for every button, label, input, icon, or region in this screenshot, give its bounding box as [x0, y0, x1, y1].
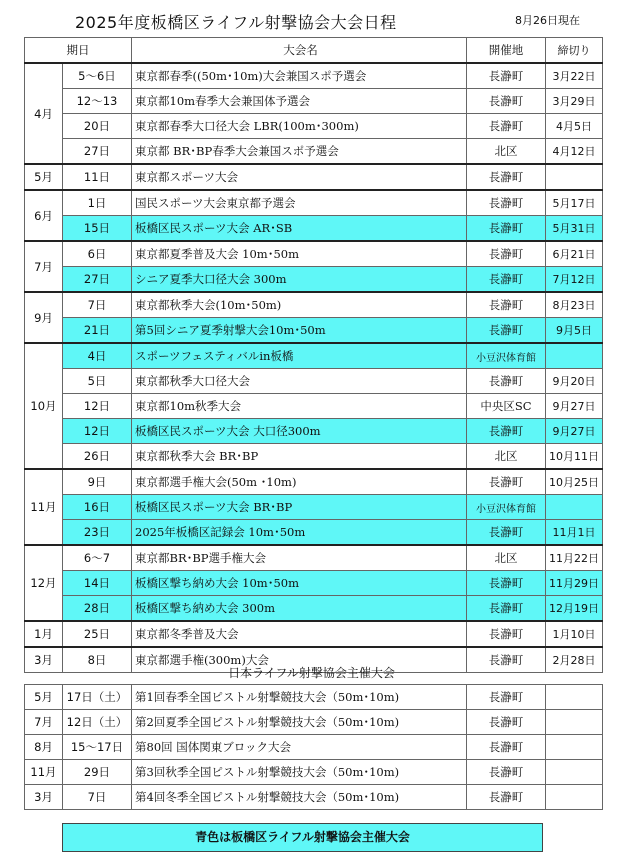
day-cell: 14日	[63, 571, 132, 596]
day-cell: 25日	[63, 621, 132, 647]
table-row	[25, 545, 603, 571]
month-cell: 9月	[25, 292, 63, 343]
venue-cell: 長瀞町	[467, 114, 546, 139]
event-name-cell: 東京都冬季普及大会	[132, 621, 467, 647]
event-name-cell: 第4回冬季全国ピストル射撃競技大会（50m･10m)	[132, 785, 467, 810]
table-row	[25, 139, 603, 165]
event-name-cell: 板橋区民スポーツ大会 BR･BP	[132, 495, 467, 520]
table-row	[25, 114, 603, 139]
event-name-cell: 東京都 BR･BP春季大会兼国スポ予選会	[132, 139, 467, 165]
event-name-cell: 第2回夏季全国ピストル射撃競技大会（50m･10m)	[132, 710, 467, 735]
month-cell: 5月	[25, 685, 63, 710]
venue-cell: 長瀞町	[467, 164, 546, 190]
event-name-cell: 板橋区民スポーツ大会 大口径300m	[132, 419, 467, 444]
day-cell: 12日	[63, 394, 132, 419]
venue-cell: 長瀞町	[467, 419, 546, 444]
deadline-cell: 5月31日	[546, 216, 603, 242]
venue-cell: 北区	[467, 545, 546, 571]
day-cell: 5日	[63, 369, 132, 394]
table-row	[25, 292, 603, 318]
deadline-cell: 3月22日	[546, 63, 603, 89]
day-cell: 17日（土）	[63, 685, 132, 710]
day-cell: 29日	[63, 760, 132, 785]
event-name-cell: シニア夏季大口径大会 300m	[132, 267, 467, 293]
day-cell: 5～6日	[63, 63, 132, 89]
deadline-cell: 10月11日	[546, 444, 603, 470]
venue-cell: 長瀞町	[467, 596, 546, 622]
table-row	[25, 343, 603, 369]
venue-cell: 長瀞町	[467, 216, 546, 242]
day-cell: 20日	[63, 114, 132, 139]
venue-cell: 小豆沢体育館	[467, 343, 546, 369]
day-cell: 12日（土）	[63, 710, 132, 735]
table-row	[25, 571, 603, 596]
deadline-cell	[546, 685, 603, 710]
deadline-cell: 11月1日	[546, 520, 603, 546]
venue-cell: 長瀞町	[467, 621, 546, 647]
venue-cell: 長瀞町	[467, 760, 546, 785]
venue-cell: 長瀞町	[467, 571, 546, 596]
national-table	[24, 684, 603, 810]
deadline-cell	[546, 164, 603, 190]
venue-cell: 長瀞町	[467, 520, 546, 546]
table-row	[25, 318, 603, 344]
deadline-cell: 4月12日	[546, 139, 603, 165]
month-cell: 1月	[25, 621, 63, 647]
event-name-cell: 板橋区撃ち納め大会 300m	[132, 596, 467, 622]
as-of-date: 8月26日現在	[515, 14, 580, 27]
month-cell: 6月	[25, 190, 63, 241]
national-section-title: 日本ライフル射撃協会主催大会	[228, 666, 395, 680]
table-row	[25, 419, 603, 444]
deadline-cell: 11月29日	[546, 571, 603, 596]
header-date: 期日	[25, 38, 132, 64]
table-row	[25, 596, 603, 622]
day-cell: 1日	[63, 190, 132, 216]
table-row	[25, 710, 603, 735]
deadline-cell: 7月12日	[546, 267, 603, 293]
table-row	[25, 621, 603, 647]
venue-cell: 長瀞町	[467, 710, 546, 735]
month-cell: 12月	[25, 545, 63, 621]
deadline-cell	[546, 710, 603, 735]
deadline-cell: 9月5日	[546, 318, 603, 344]
header-deadline: 締切り	[546, 38, 603, 64]
month-cell: 5月	[25, 164, 63, 190]
day-cell: 16日	[63, 495, 132, 520]
event-name-cell: 東京都選手権大会(50m ･10m)	[132, 469, 467, 495]
venue-cell: 長瀞町	[467, 318, 546, 344]
day-cell: 9日	[63, 469, 132, 495]
day-cell: 4日	[63, 343, 132, 369]
table-row	[25, 89, 603, 114]
deadline-cell: 2月28日	[546, 647, 603, 673]
day-cell: 15日	[63, 216, 132, 242]
event-name-cell: 東京都春季大口径大会 LBR(100m･300m)	[132, 114, 467, 139]
day-cell: 12～13	[63, 89, 132, 114]
table-row	[25, 216, 603, 242]
day-cell: 12日	[63, 419, 132, 444]
deadline-cell: 1月10日	[546, 621, 603, 647]
deadline-cell	[546, 760, 603, 785]
venue-cell: 長瀞町	[467, 267, 546, 293]
day-cell: 6日	[63, 241, 132, 267]
event-name-cell: 東京都10m春季大会兼国体予選会	[132, 89, 467, 114]
event-name-cell: 第5回シニア夏季射撃大会10m･50m	[132, 318, 467, 344]
day-cell: 6～7	[63, 545, 132, 571]
venue-cell: 長瀞町	[467, 89, 546, 114]
table-row	[25, 267, 603, 293]
deadline-cell: 9月27日	[546, 394, 603, 419]
table-row	[25, 469, 603, 495]
month-cell: 3月	[25, 647, 63, 673]
event-name-cell: スポーツフェスティバルin板橋	[132, 343, 467, 369]
deadline-cell: 4月5日	[546, 114, 603, 139]
month-cell: 8月	[25, 735, 63, 760]
event-name-cell: 東京都秋季大口径大会	[132, 369, 467, 394]
venue-cell: 長瀞町	[467, 190, 546, 216]
month-cell: 11月	[25, 760, 63, 785]
deadline-cell: 9月20日	[546, 369, 603, 394]
deadline-cell: 11月22日	[546, 545, 603, 571]
table-row	[25, 164, 603, 190]
header-venue: 開催地	[467, 38, 546, 64]
day-cell: 7日	[63, 785, 132, 810]
table-row	[25, 190, 603, 216]
venue-cell: 北区	[467, 444, 546, 470]
month-cell: 10月	[25, 343, 63, 469]
venue-cell: 長瀞町	[467, 647, 546, 673]
deadline-cell: 9月27日	[546, 419, 603, 444]
event-name-cell: 東京都選手権(300m)大会	[132, 647, 467, 673]
day-cell: 8日	[63, 647, 132, 673]
month-cell: 3月	[25, 785, 63, 810]
event-name-cell: 東京都夏季普及大会 10m･50m	[132, 241, 467, 267]
day-cell: 27日	[63, 267, 132, 293]
day-cell: 27日	[63, 139, 132, 165]
venue-cell: 長瀞町	[467, 292, 546, 318]
day-cell: 21日	[63, 318, 132, 344]
day-cell: 11日	[63, 164, 132, 190]
venue-cell: 長瀞町	[467, 685, 546, 710]
venue-cell: 長瀞町	[467, 785, 546, 810]
event-name-cell: 第1回春季全国ピストル射撃競技大会（50m･10m)	[132, 685, 467, 710]
deadline-cell: 6月21日	[546, 241, 603, 267]
table-row	[25, 685, 603, 710]
table-row	[25, 735, 603, 760]
month-cell: 11月	[25, 469, 63, 545]
deadline-cell: 8月23日	[546, 292, 603, 318]
day-cell: 28日	[63, 596, 132, 622]
table-row	[25, 785, 603, 810]
month-cell: 4月	[25, 63, 63, 164]
table-row	[25, 444, 603, 470]
venue-cell: 長瀞町	[467, 241, 546, 267]
legend-note: 青色は板橋区ライフル射撃協会主催大会	[62, 823, 543, 852]
event-name-cell: 板橋区民スポーツ大会 AR･SB	[132, 216, 467, 242]
month-cell: 7月	[25, 241, 63, 292]
venue-cell: 長瀞町	[467, 469, 546, 495]
table-row	[25, 241, 603, 267]
deadline-cell: 10月25日	[546, 469, 603, 495]
month-cell: 7月	[25, 710, 63, 735]
header-name: 大会名	[132, 38, 467, 64]
event-name-cell: 東京都10m秋季大会	[132, 394, 467, 419]
table-row	[25, 495, 603, 520]
event-name-cell: 国民スポーツ大会東京都予選会	[132, 190, 467, 216]
event-name-cell: 東京都春季((50m･10m)大会兼国スポ予選会	[132, 63, 467, 89]
table-row	[25, 369, 603, 394]
table-row	[25, 394, 603, 419]
table-row	[25, 63, 603, 89]
venue-cell: 中央区SC	[467, 394, 546, 419]
table-row	[25, 520, 603, 546]
deadline-cell: 5月17日	[546, 190, 603, 216]
event-name-cell: 板橋区撃ち納め大会 10m･50m	[132, 571, 467, 596]
event-name-cell: 2025年板橋区記録会 10m･50m	[132, 520, 467, 546]
deadline-cell: 3月29日	[546, 89, 603, 114]
day-cell: 7日	[63, 292, 132, 318]
day-cell: 23日	[63, 520, 132, 546]
deadline-cell	[546, 495, 603, 520]
deadline-cell: 12月19日	[546, 596, 603, 622]
table-row	[25, 760, 603, 785]
venue-cell: 北区	[467, 139, 546, 165]
page-title: 2025年度板橋区ライフル射撃協会大会日程	[75, 13, 397, 32]
venue-cell: 長瀞町	[467, 369, 546, 394]
venue-cell: 長瀞町	[467, 63, 546, 89]
venue-cell: 小豆沢体育館	[467, 495, 546, 520]
day-cell: 26日	[63, 444, 132, 470]
event-name-cell: 東京都秋季大会 BR･BP	[132, 444, 467, 470]
deadline-cell	[546, 785, 603, 810]
event-name-cell: 第80回 国体関東ブロック大会	[132, 735, 467, 760]
event-name-cell: 東京都秋季大会(10m･50m)	[132, 292, 467, 318]
event-name-cell: 東京都スポーツ大会	[132, 164, 467, 190]
schedule-table	[24, 37, 603, 673]
day-cell: 15～17日	[63, 735, 132, 760]
event-name-cell: 東京都BR･BP選手権大会	[132, 545, 467, 571]
event-name-cell: 第3回秋季全国ピストル射撃競技大会（50m･10m)	[132, 760, 467, 785]
deadline-cell	[546, 735, 603, 760]
deadline-cell	[546, 343, 603, 369]
venue-cell: 長瀞町	[467, 735, 546, 760]
